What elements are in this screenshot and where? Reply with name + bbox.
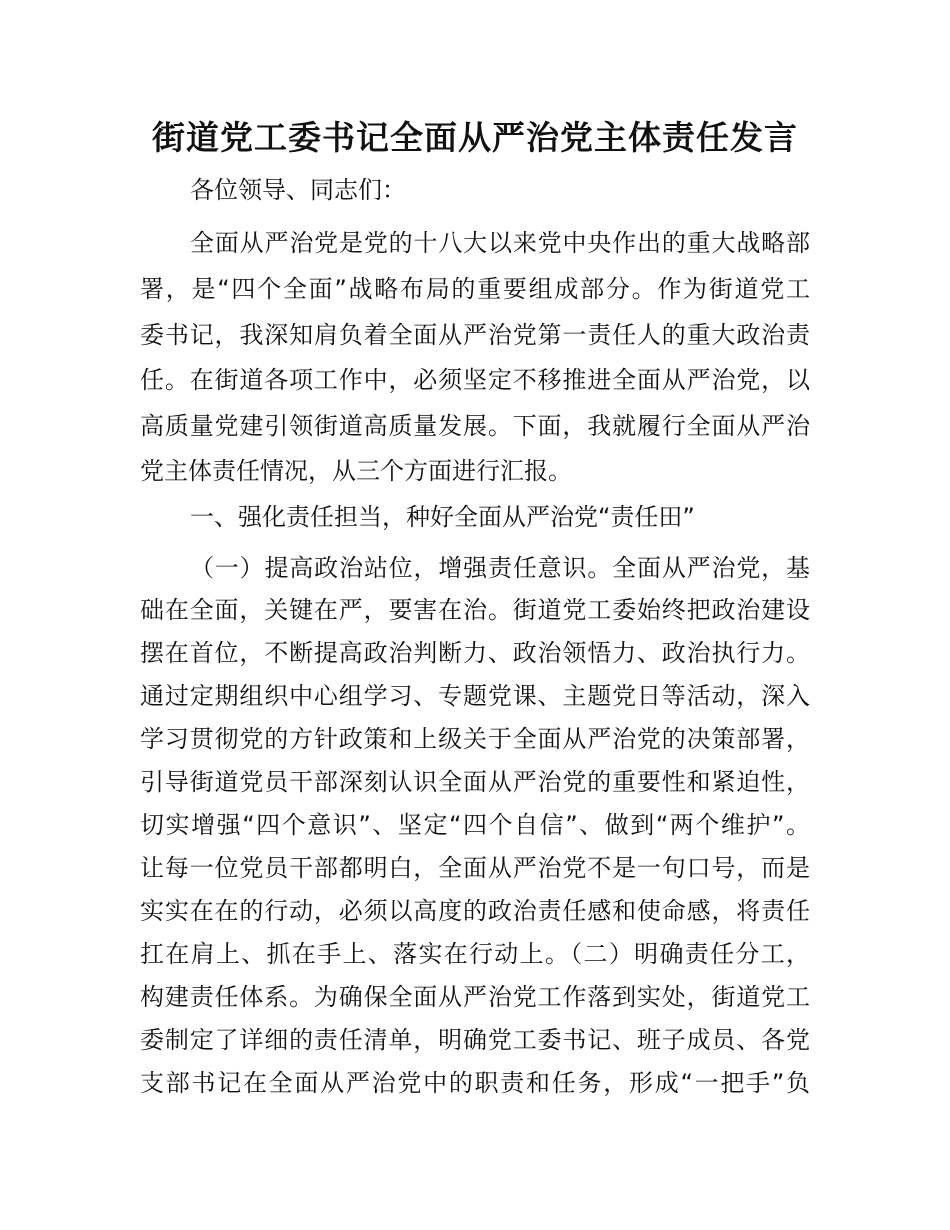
- text-line: 引导街道党员干部深刻认识全面从严治党的重要性和紧迫性，: [140, 768, 810, 796]
- text-line: （一）提高政治站位，增强责任意识。全面从严治党，基: [190, 554, 810, 582]
- text-line: 一、强化责任担当，种好全面从严治党“责任田”: [190, 503, 695, 531]
- text-line: 础在全面，关键在严，要害在治。街道党工委始终把政治建设: [140, 596, 810, 624]
- text-line: 实实在在的行动，必须以高度的政治责任感和使命感，将责任: [140, 897, 810, 925]
- text-line: 扛在肩上、抓在手上、落实在行动上。（二）明确责任分工，: [140, 940, 810, 968]
- text-line: 切实增强“四个意识”、坚定“四个自信”、做到“两个维护”。: [140, 811, 810, 839]
- text-line: 让每一位党员干部都明白，全面从严治党不是一句口号，而是: [140, 854, 810, 882]
- text-line: 高质量党建引领街道高质量发展。下面，我就履行全面从严治: [140, 412, 810, 440]
- text-line: 委书记，我深知肩负着全面从严治党第一责任人的重大政治责: [140, 321, 810, 349]
- document-title: 街道党工委书记全面从严治党主体责任发言: [152, 118, 798, 157]
- text-line: 党主体责任情况，从三个方面进行汇报。: [140, 457, 572, 485]
- text-line: 各位领导、同志们：: [190, 176, 406, 204]
- text-line: 署，是“四个全面”战略布局的重要组成部分。作为街道党工: [140, 275, 810, 303]
- text-line: 摆在首位，不断提高政治判断力、政治领悟力、政治执行力。: [140, 639, 810, 667]
- text-line: 通过定期组织中心组学习、专题党课、主题党日等活动，深入: [140, 682, 810, 710]
- text-line: 构建责任体系。为确保全面从严治党工作落到实处，街道党工: [140, 983, 810, 1011]
- text-line: 支部书记在全面从严治党中的职责和任务，形成“一把手”负: [140, 1069, 810, 1097]
- text-line: 委制定了详细的责任清单，明确党工委书记、班子成员、各党: [140, 1026, 810, 1054]
- text-line: 任。在街道各项工作中，必须坚定不移推进全面从严治党，以: [140, 366, 810, 394]
- text-line: 全面从严治党是党的十八大以来党中央作出的重大战略部: [190, 229, 810, 257]
- text-line: 学习贯彻党的方针政策和上级关于全面从严治党的决策部署，: [140, 725, 810, 753]
